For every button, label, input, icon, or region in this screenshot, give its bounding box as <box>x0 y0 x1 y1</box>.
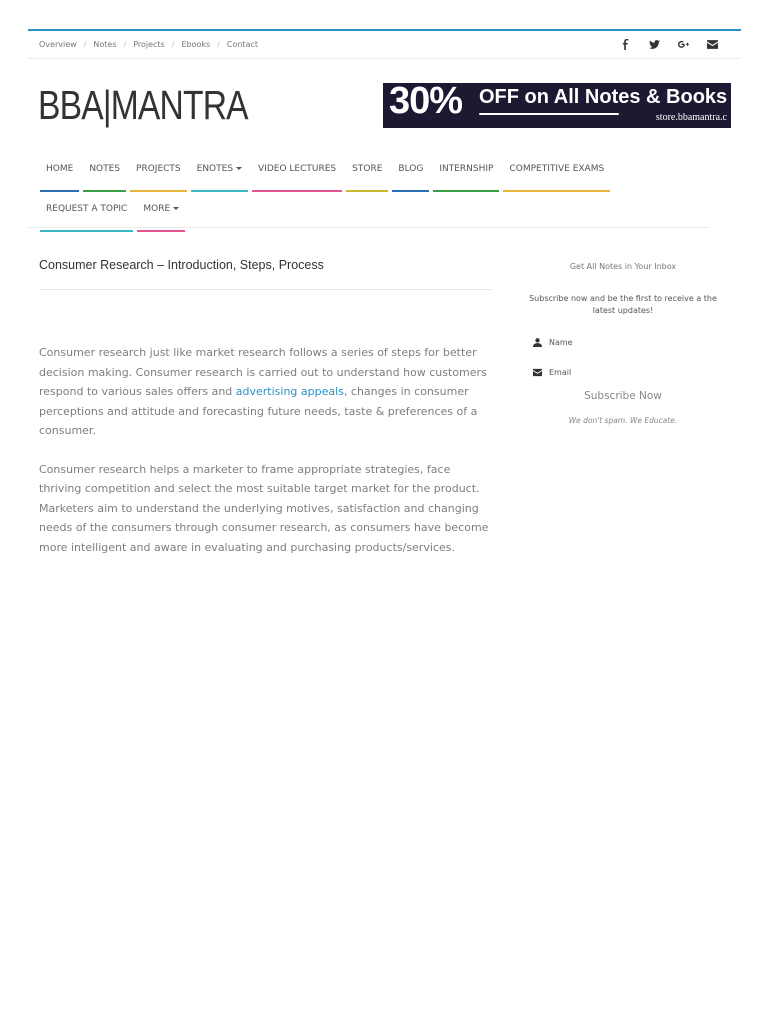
nav-item-label: STORE <box>352 164 383 174</box>
nav-item-enotes[interactable] <box>191 152 248 192</box>
nav-item-competitive-exams[interactable] <box>503 152 610 192</box>
nav-item-label: REQUEST A TOPIC <box>46 204 128 214</box>
nav-item-label: PROJECTS <box>136 164 181 174</box>
nav-item-label: MORE <box>143 204 171 214</box>
name-placeholder: Name <box>549 337 573 347</box>
post-title: Consumer Research – Introduction, Steps, Process <box>39 258 324 272</box>
breadcrumb-item-overview[interactable]: Overview <box>39 40 77 49</box>
email-placeholder: Email <box>549 367 572 377</box>
nav-item-label: BLOG <box>398 164 424 174</box>
top-bar <box>28 31 741 59</box>
banner-percent: 30% <box>389 83 463 122</box>
widget-description: Subscribe now and be the first to receive a the latest updates! <box>529 294 717 315</box>
nav-item-label: HOME <box>46 164 74 174</box>
user-icon <box>533 338 542 347</box>
nav-item-label: ENOTES <box>196 164 234 174</box>
banner-url: store.bbamantra.c <box>655 112 727 123</box>
title-divider <box>39 289 492 290</box>
nav-item-label: COMPETITIVE EXAMS <box>509 164 605 174</box>
nav-item-video-lectures[interactable] <box>252 152 342 192</box>
nav-item-request-a-topic[interactable] <box>40 192 133 232</box>
social-links <box>618 37 719 51</box>
breadcrumb-item-projects[interactable]: Projects <box>133 40 165 49</box>
nav-item-underline <box>392 190 429 192</box>
nav-item-label: NOTES <box>89 164 121 174</box>
nav-item-internship[interactable] <box>433 152 499 192</box>
breadcrumb-separator: / <box>123 40 127 49</box>
advertising-appeals-link[interactable]: advertising appeals <box>235 385 344 398</box>
widget-title: Get All Notes in Your Inbox <box>569 262 677 271</box>
breadcrumb-separator: / <box>171 40 175 49</box>
nav-item-underline <box>40 230 133 232</box>
nav-item-underline <box>137 230 185 232</box>
nav-item-underline <box>346 190 388 192</box>
main-navigation <box>40 152 710 232</box>
paragraph-text: , changes in consumer perceptions and attitude and forecasting future needs, taste & preferences of a consumer. <box>39 385 478 437</box>
nav-item-label: VIDEO LECTURES <box>258 164 337 174</box>
breadcrumb <box>39 40 258 49</box>
subscribe-button[interactable]: Subscribe Now <box>584 390 662 402</box>
nav-item-store[interactable] <box>346 152 388 192</box>
nav-item-blog[interactable] <box>392 152 429 192</box>
nav-item-notes[interactable] <box>83 152 126 192</box>
nav-item-projects[interactable] <box>130 152 187 192</box>
twitter-icon[interactable] <box>647 37 661 51</box>
nav-item-underline <box>433 190 499 192</box>
breadcrumb-item-contact[interactable]: Contact <box>226 40 258 49</box>
envelope-icon <box>533 368 542 377</box>
nav-item-underline <box>503 190 610 192</box>
site-logo[interactable]: BBA|MANTRA <box>38 82 248 128</box>
nav-item-home[interactable] <box>40 152 79 192</box>
email-icon[interactable] <box>705 37 719 51</box>
email-field[interactable] <box>528 357 718 387</box>
nav-item-more[interactable] <box>137 192 185 232</box>
paragraph-text: Consumer research just like market research follows a series of steps for better decision making. Consumer research is carried out to understand how customers respond to various sales offers and <box>39 346 487 398</box>
nav-row <box>40 152 710 192</box>
name-field[interactable] <box>528 327 718 357</box>
nav-row <box>40 192 710 232</box>
post-content <box>39 343 494 576</box>
caret-down-icon <box>173 207 179 210</box>
caret-down-icon <box>236 167 242 170</box>
breadcrumb-separator: / <box>217 40 220 49</box>
promo-banner[interactable] <box>383 83 731 128</box>
subscribe-widget <box>528 262 718 425</box>
paragraph <box>39 343 494 441</box>
nav-item-underline <box>252 190 342 192</box>
page <box>28 0 741 1024</box>
nav-item-label: INTERNSHIP <box>439 164 494 174</box>
facebook-icon[interactable] <box>618 37 632 51</box>
breadcrumb-item-notes[interactable]: Notes <box>93 40 117 49</box>
spam-note: We don't spam. We Educate. <box>568 416 678 425</box>
nav-divider <box>28 227 710 228</box>
google-plus-icon[interactable] <box>676 37 690 51</box>
banner-offer-text: OFF on All Notes & Books <box>479 86 728 108</box>
banner-underline <box>479 113 619 115</box>
paragraph: Consumer research helps a marketer to frame appropriate strategies, face thriving competition and select the most suitable target market for the product. Marketers aim to understand the underlying motives, satisfaction and changing needs of the consumers through consumer research, as consumers have become more intelligent and aware in evaluating and purchasing products/services. <box>39 462 489 554</box>
breadcrumb-item-ebooks[interactable]: Ebooks <box>181 40 211 49</box>
nav-item-underline <box>191 190 248 192</box>
breadcrumb-separator: / <box>83 40 87 49</box>
